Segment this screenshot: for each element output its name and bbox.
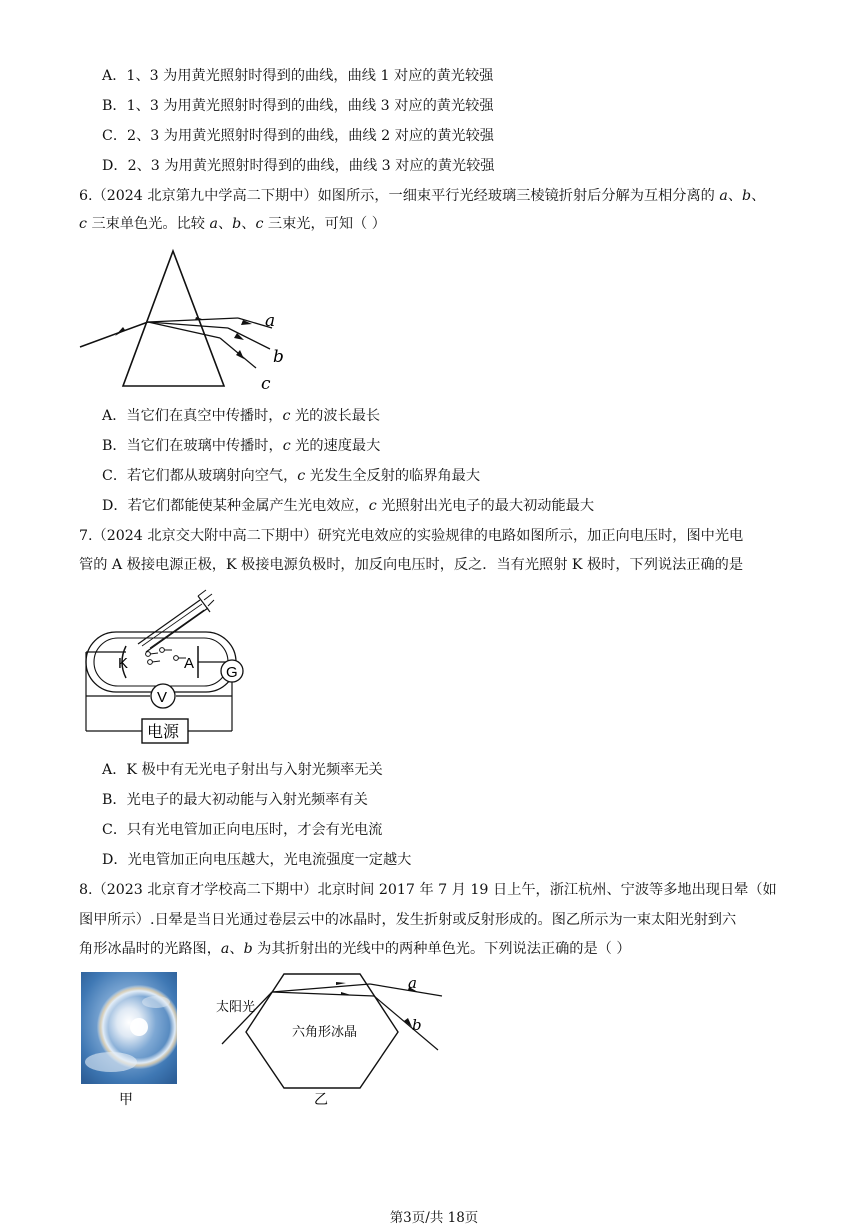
q5-option-d: D．2、3 为用黄光照射时得到的曲线，曲线 3 对应的黄光较强	[102, 158, 495, 174]
q7-option-a: A．K 极中有无光电子射出与入射光频率无关	[102, 762, 383, 778]
label-yi: 乙	[314, 1092, 328, 1106]
q8-stem-line1: 8.（2023 北京育才学校高二下期中）北京时间 2017 年 7 月 19 日上午，浙江杭州、宁波等多地出现日晕（如	[79, 882, 777, 898]
q6-stem-line2: c 三束单色光。比较 a、b、c 三束光，可知（ ）	[79, 216, 386, 232]
label-k: K	[118, 655, 129, 672]
q7-stem-line2: 管的 A 极接电源正极，K 极接电源负极时，加反向电压时，反之．当有光照射 K 极时，下列说法正确的是	[79, 557, 744, 573]
ray-b	[374, 996, 438, 1050]
prism-outline	[123, 251, 224, 386]
q5-option-c: C．2、3 为用黄光照射时得到的曲线，曲线 2 对应的黄光较强	[102, 128, 494, 144]
q5-option-a: A．1、3 为用黄光照射时得到的曲线，曲线 1 对应的黄光较强	[102, 68, 494, 84]
label-crystal: 六角形冰晶	[292, 1025, 358, 1040]
q7-option-c: C．只有光电管加正向电压时，才会有光电流	[102, 822, 383, 838]
q6-option-c: C．若它们都从玻璃射向空气，c 光发生全反射的临界角最大	[102, 468, 481, 484]
label-a: a	[408, 974, 417, 992]
photoelectric-circuit	[80, 586, 260, 746]
q7-option-d: D．光电管加正向电压越大，光电流强度一定越大	[102, 852, 412, 868]
label-a-electrode: A	[184, 655, 195, 672]
q8-stem-line3: 角形冰晶时的光路图，a、b 为其折射出的光线中的两种单色光。下列说法正确的是（ ）	[79, 941, 631, 957]
label-source: 电源	[147, 722, 180, 741]
q5-option-b: B．1、3 为用黄光照射时得到的曲线，曲线 3 对应的黄光较强	[102, 98, 494, 114]
incident-ray	[80, 322, 148, 347]
label-g: G	[226, 664, 238, 681]
sun-halo-photo	[81, 972, 177, 1106]
label-c: c	[261, 374, 271, 394]
q7-option-b: B．光电子的最大初动能与入射光频率有关	[102, 792, 368, 808]
label-b: b	[412, 1016, 422, 1034]
q6-option-a: A．当它们在真空中传播时，c 光的波长最长	[102, 408, 381, 424]
ray-a	[370, 984, 442, 996]
hexagonal-crystal-diagram	[212, 966, 448, 1106]
q6-stem-line1: 6.（2024 北京第九中学高二下期中）如图所示，一细束平行光经玻璃三棱镜折射后分解为互相分离的 a、b、	[79, 188, 766, 204]
page-number: 第3页/共 18页	[389, 1210, 479, 1226]
q6-option-d: D．若它们都能使某种金属产生光电效应，c 光照射出光电子的最大初动能最大	[102, 498, 595, 514]
label-a: a	[265, 311, 276, 331]
q8-stem-line2: 图甲所示）.日晕是当日光通过卷层云中的冰晶时，发生折射或反射形成的。图乙所示为一束太阳光射到六	[79, 912, 737, 928]
label-b: b	[273, 347, 284, 367]
q6-option-b: B．当它们在玻璃中传播时，c 光的速度最大	[102, 438, 381, 454]
ray-a-inside	[148, 318, 238, 322]
q7-stem-line1: 7.（2024 北京交大附中高二下期中）研究光电效应的实验规律的电路如图所示，加正向电压时，图中光电	[79, 528, 744, 544]
label-v: V	[157, 689, 168, 706]
label-sunlight: 太阳光	[216, 1000, 256, 1015]
prism-diagram	[76, 246, 286, 396]
label-jia: 甲	[119, 1092, 133, 1106]
ray-b-out	[228, 328, 270, 349]
